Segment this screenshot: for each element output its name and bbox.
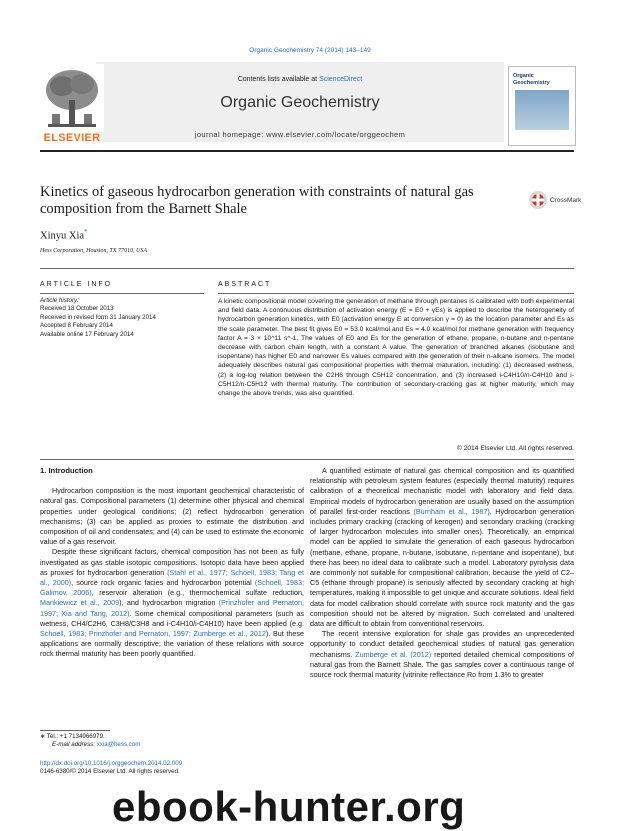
footnote-email-line xyxy=(40,741,304,749)
intro-paragraph-2 xyxy=(40,547,304,659)
footnotes xyxy=(40,733,304,750)
doi-block xyxy=(40,760,340,777)
crossmark-label[interactable]: CrossMark xyxy=(550,197,582,204)
history-revised: Received in revised form 31 January 2014 xyxy=(40,313,156,321)
cover-image xyxy=(515,90,569,130)
text-span: . Some chemical compositional parameters (such as wetness, CH4/C2H6, C3H8/C3H8 and i-C4H10/i-C4H10) have been applied (e.g. xyxy=(40,608,304,628)
contents-line xyxy=(96,76,504,83)
author: Xinyu Xia xyxy=(40,230,85,242)
email-label: E-mail address: xyxy=(52,741,97,749)
abstract-heading: ABSTRACT xyxy=(218,281,272,288)
citation-link[interactable]: (Burnham et al., 1987) xyxy=(413,506,490,516)
citation-link[interactable]: (Schoell, 1983; Galimov, 2006) xyxy=(40,578,305,598)
text-span: Despite these significant factors, chemical composition has not been as fully investigated as gas stable isotopic compositions. Isotopic data have been applied as proxies for hydrocarbon generation xyxy=(40,547,304,577)
text-span: A quantified estimate of natural gas chemical composition and its quantified relationship with petroleum system features (especially thermal maturity) requires calibration of a theoretical mechanistic model with laboratory and field data. Empirical models of hydrocarbon generation are usually based on the assumption of parallel first-order reactions xyxy=(310,466,574,516)
journal-cover[interactable] xyxy=(508,66,576,146)
abstract-rule xyxy=(218,293,574,294)
title-rule xyxy=(40,268,574,269)
header-rule xyxy=(40,150,574,152)
cover-title: Organic Geochemistry xyxy=(513,73,550,86)
journal-title: Organic Geochemistry xyxy=(220,94,380,111)
intro-paragraph-4 xyxy=(310,629,574,680)
abstract-bottom-rule xyxy=(40,459,574,460)
citation-link[interactable]: (Prinzhofer and Pernaton, 1997; Xia and Tang, 2012) xyxy=(40,598,304,618)
email-link[interactable]: xxia@hess.com xyxy=(96,741,141,749)
intro-paragraph-1: Hydrocarbon composition is the most important geochemical characteristic of natural gas. Compositional parameters (1) determine other physical and chemical properties under geological conditions; (2) reflect hydrocarbon generation mechanisms; (3) can be applied as proxies to estimate the distribution and composition of oil and condensates; and (4) can be used to estimate the economic value of a gas reservoir. xyxy=(40,486,304,547)
citation-link[interactable]: Mankiewicz et al., 2009 xyxy=(40,598,120,608)
abstract-text: A kinetic compositional model covering the generation of methane through pentanes is calibrated with both experimental and field data. A continuous distribution of activation energy (E = E0 + γEs) is applied to describe the heterogeneity of hydrocarbon generation kinetics, with E0 (activation energy E at conversion γ = 0) as the location parameter and Es as the scale parameter. The best fit gives E0 = 53.0 kcal/mol and Es = 4.0 kcal/mol for methane generation with frequency factor A = 3 × 10^11 s^-1. The values of E0 and Es for the generation of ethane, propane, n-butane and n-pentane decrease with carbon chain length, with a constant A value. The generation of branched alkanes (isobutane and isopentane) has higher E0 and narrower Es values compared with the generation of their n-alkane isomers. The model adequately describes natural gas compositional properties with thermal maturation, including: (1) decreased wetness, (2) a log-log relation between the C2H6 through C5H12 concentration, and (3) increased i-C4H10/n-C4H10 and i-C5H12/n-C5H12 with thermal maturity. The contribution of secondary-cracking gas at higher maturity, which may change the above trends, was also quantified. xyxy=(218,298,574,398)
text-span: ). But these applications are normally descriptive; the variation of these relations with source rock thermal maturity has been poorly quantified. xyxy=(40,629,304,659)
body-left-column xyxy=(40,466,304,660)
footnote-rule xyxy=(40,730,110,731)
history-accepted: Accepted 8 February 2014 xyxy=(40,322,113,330)
article-history xyxy=(40,297,204,339)
elsevier-tree-logo-icon xyxy=(40,64,104,142)
history-received: Received 18 October 2013 xyxy=(40,305,114,313)
section-heading: 1. Introduction xyxy=(40,466,93,475)
article-title: Kinetics of gaseous hydrocarbon generation with constraints of natural gas composition from the Barnett Shale xyxy=(40,184,474,217)
text-span: The recent intensive exploration for shale gas provides an unprecedented opportunity to conduct detailed geochemical studies of natural gas generation mechanisms. xyxy=(310,629,574,659)
watermark-text: ebook-hunter.org xyxy=(112,783,466,830)
citation-link[interactable]: Zumberge et al. (2012) xyxy=(355,649,432,659)
author-name xyxy=(40,228,88,242)
sciencedirect-link[interactable]: ScienceDirect xyxy=(319,76,363,83)
journal-reference[interactable]: Organic Geochemistry 74 (2014) 143–149 xyxy=(249,47,371,54)
doi-link[interactable]: http://dx.doi.org/10.1016/j.orggeochem.2014.02.009 xyxy=(40,760,183,767)
article-info-heading: ARTICLE INFO xyxy=(40,281,113,288)
issn-line: 0146-6380/© 2014 Elsevier Ltd. All rights reserved. xyxy=(40,768,180,776)
text-span: reported detailed chemical compositions of natural gas from the Barnett Shale. The gas samples cover a continuous range of source rock thermal maturity (vitrinite reflectance Ro from 1.3% to greater xyxy=(310,649,574,680)
info-rule xyxy=(40,293,204,294)
contents-prefix: Contents lists available at xyxy=(237,76,320,83)
text-span: , reservoir alteration (e.g., thermochemical sulfate reduction, xyxy=(91,588,305,598)
body-right-column xyxy=(310,466,574,680)
citation-link[interactable]: Schoell, 1983; Prinzhofer and Pernaton, 1997; Zumberge et al., 2012 xyxy=(40,629,266,639)
history-label: Article history: xyxy=(40,297,79,304)
footnote-tel: ∗ Tel.: +1 7134966979. xyxy=(40,733,105,740)
history-online: Available online 17 February 2014 xyxy=(40,330,134,338)
affiliation: Hess Corporation, Houston, TX 77010, USA xyxy=(40,248,148,254)
publisher-name: ELSEVIER xyxy=(43,132,101,144)
author-mark[interactable]: * xyxy=(84,228,88,236)
citation-link[interactable]: (Stahl et al., 1977; Schoell, 1983; Tang et al., 2000) xyxy=(40,567,304,588)
text-span: ), and hydrocarbon migration xyxy=(119,598,219,608)
intro-paragraph-3 xyxy=(310,466,574,629)
journal-homepage[interactable]: journal homepage: www.elsevier.com/locate/orggeochem xyxy=(194,130,406,139)
text-span: , source rock organic facies and hydrocarbon potential xyxy=(71,578,255,588)
copyright: © 2014 Elsevier Ltd. All rights reserved. xyxy=(456,445,574,452)
text-span: . Hydrocarbon generation includes primary cracking (cracking of kerogen) and secondary cracking (cracking of larger hydrocarbon molecules into smaller ones). Theoretically, an empirical model can be applied to simulate the generation of each gaseous hydrocarbon (methane, ethane, propane, n-butane, isobutane, n-pentane and isopentane), but there has been no ideal data to calibrate such a model. Laboratory pyrolysis data are commonly not suitable for compositional calibration, because the yield of C2–C5 (ethane through propane) is seriously affected by secondary cracking at high temperatures, making it impossible to get unique and accurate solutions. Ideal field data for model calibration should correlate with source rock maturity and the gas composition should not be altered by migration. Such correlated and unaltered data are difficult to obtain from conventional reservoirs. xyxy=(310,506,575,629)
